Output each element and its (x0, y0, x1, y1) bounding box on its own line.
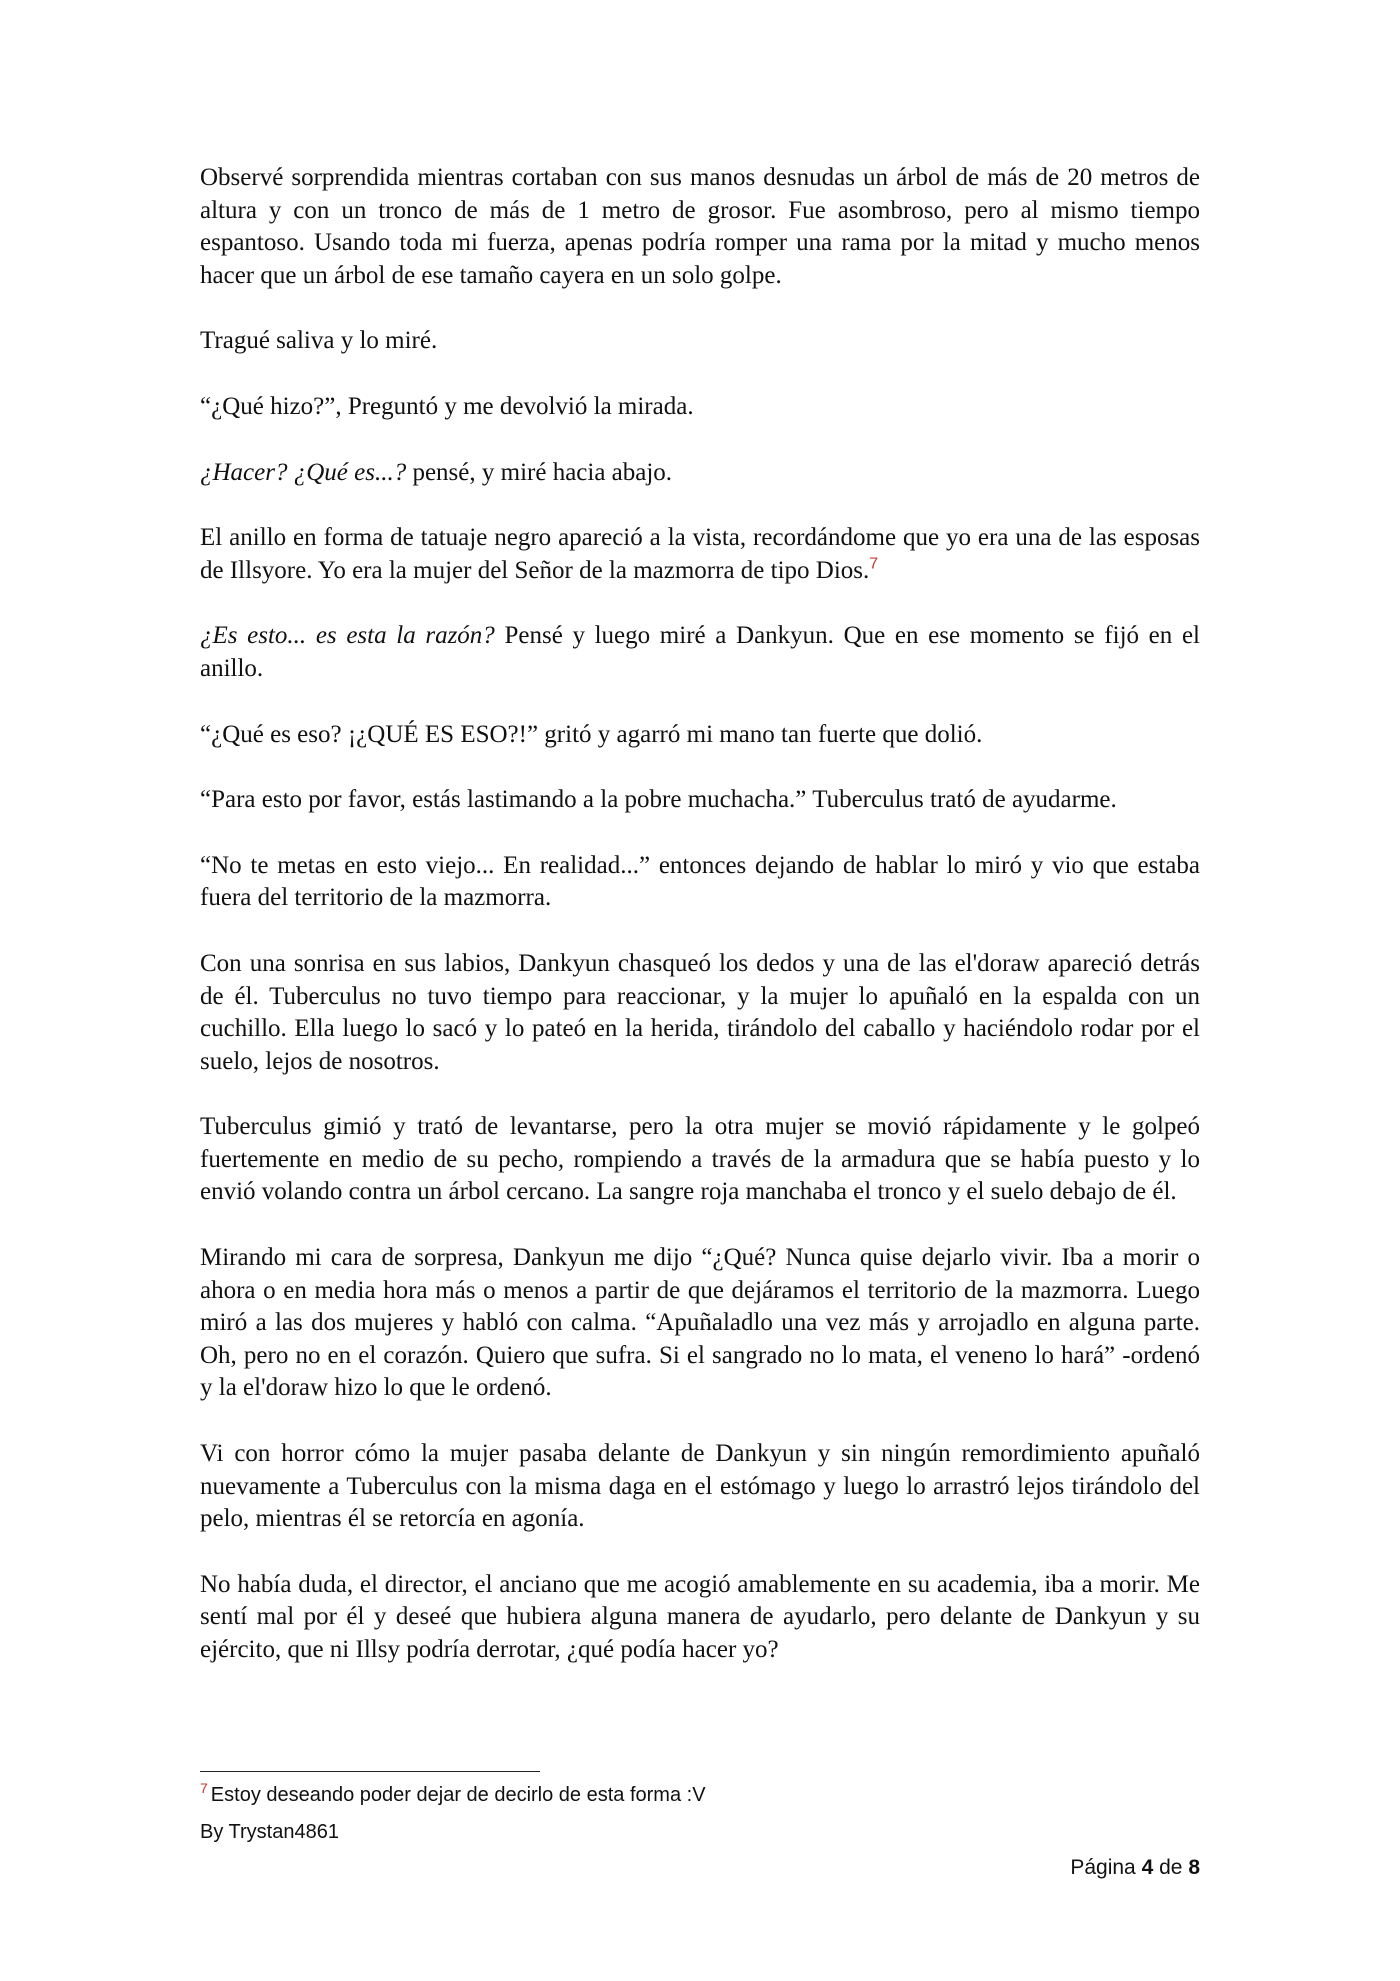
author-byline: By Trystan4861 (200, 1821, 339, 1843)
body-text (200, 162, 1200, 1700)
paragraph (200, 850, 1200, 915)
paragraph (200, 162, 1200, 292)
italic-thought: ¿Hacer? ¿Qué es...? (200, 458, 407, 486)
paragraph-text: “¿Qué hizo?”, Preguntó y me devolvió la mirada. (200, 392, 694, 420)
footnote (200, 1782, 1000, 1808)
paragraph-text: pensé, y miré hacia abajo. (406, 458, 673, 486)
italic-thought: ¿Es esto... es esta la razón? (200, 622, 495, 650)
paragraph (200, 391, 1200, 424)
paragraph (200, 457, 1200, 490)
paragraph (200, 1111, 1200, 1209)
paragraph (200, 522, 1200, 587)
paragraph (200, 325, 1200, 358)
footnote-text: Estoy deseando poder dejar de decirlo de esta forma :V (210, 1784, 706, 1806)
paragraph-text: “Para esto por favor, estás lastimando a la pobre muchacha.” Tuberculus trató de ayudarme. (200, 786, 1117, 814)
page-total: 8 (1188, 1856, 1200, 1879)
footnote-divider (200, 1771, 540, 1772)
paragraph-text: Mirando mi cara de sorpresa, Dankyun me dijo “¿Qué? Nunca quise dejarlo vivir. Iba a morir o ahora o en media hora más o menos a partir de que dejáramos el territorio de la mazmorra. Luego miró a las dos mujeres y habló con calma. “Apuñaladlo una vez más y arrojadlo en alguna parte. Oh, pero no en el corazón. Quiero que sufra. Si el sangrado no lo mata, el veneno lo hará” -ordenó y la el'doraw hizo lo que le ordenó. (200, 1244, 1200, 1402)
paragraph (200, 1242, 1200, 1405)
page-prefix: Página (1070, 1856, 1136, 1879)
paragraph-text: “¿Qué es eso? ¡¿QUÉ ES ESO?!” gritó y agarró mi mano tan fuerte que dolió. (200, 720, 983, 748)
paragraph (200, 948, 1200, 1078)
paragraph-text: Observé sorprendida mientras cortaban con sus manos desnudas un árbol de más de 20 metros de altura y con un tronco de más de 1 metro de grosor. Fue asombroso, pero al mismo tiempo espantoso. Usando toda mi fuerza, apenas podría romper una rama por la mitad y mucho menos hacer que un árbol de ese tamaño cayera en un solo golpe. (200, 164, 1200, 289)
paragraph-text: No había duda, el director, el anciano que me acogió amablemente en su academia, iba a morir. Me sentí mal por él y deseé que hubiera alguna manera de ayudarlo, pero delante de Dankyun y su ejército, que ni Illsy podría derrotar, ¿qué podía hacer yo? (200, 1570, 1200, 1663)
footnote-reference[interactable]: 7 (869, 555, 879, 573)
paragraph-text: Vi con horror cómo la mujer pasaba delante de Dankyun y sin ningún remordimiento apuñaló nuevamente a Tuberculus con la misma daga en el estómago y luego lo arrastró lejos tirándolo del pelo, mientras él se retorcía en agonía. (200, 1440, 1200, 1533)
paragraph (200, 719, 1200, 752)
paragraph (200, 1569, 1200, 1667)
paragraph-text: El anillo en forma de tatuaje negro apareció a la vista, recordándome que yo era una de las esposas de Illsyore. Yo era la mujer del Señor de la mazmorra de tipo Dios. (200, 524, 1200, 584)
paragraph (200, 1438, 1200, 1536)
paragraph-text: Tuberculus gimió y trató de levantarse, pero la otra mujer se movió rápidamente y le golpeó fuertemente en medio de su pecho, rompiendo a través de la armadura que se había puesto y lo envió volando contra un árbol cercano. La sangre roja manchaba el tronco y el suelo debajo de él. (200, 1113, 1200, 1206)
page-separator: de (1159, 1856, 1183, 1879)
paragraph-text: Tragué saliva y lo miré. (200, 327, 438, 355)
page-number (1070, 1856, 1200, 1880)
paragraph-text: Con una sonrisa en sus labios, Dankyun chasqueó los dedos y una de las el'doraw apareció detrás de él. Tuberculus no tuvo tiempo para reaccionar, y la mujer lo apuñaló en la espalda con un cuchillo. Ella luego lo sacó y lo pateó en la herida, tirándolo del caballo y haciéndolo rodar por el suelo, lejos de nosotros. (200, 949, 1200, 1075)
paragraph-text: Pensé y luego miré a Dankyun. Que en ese momento se fijó en el anillo. (200, 622, 1200, 682)
paragraph (200, 620, 1200, 685)
paragraph (200, 784, 1200, 817)
paragraph-text: “No te metas en esto viejo... En realidad...” entonces dejando de hablar lo miró y vio que estaba fuera del territorio de la mazmorra. (200, 851, 1200, 912)
page-current: 4 (1141, 1856, 1154, 1879)
footnote-number: 7 (200, 1780, 208, 1797)
